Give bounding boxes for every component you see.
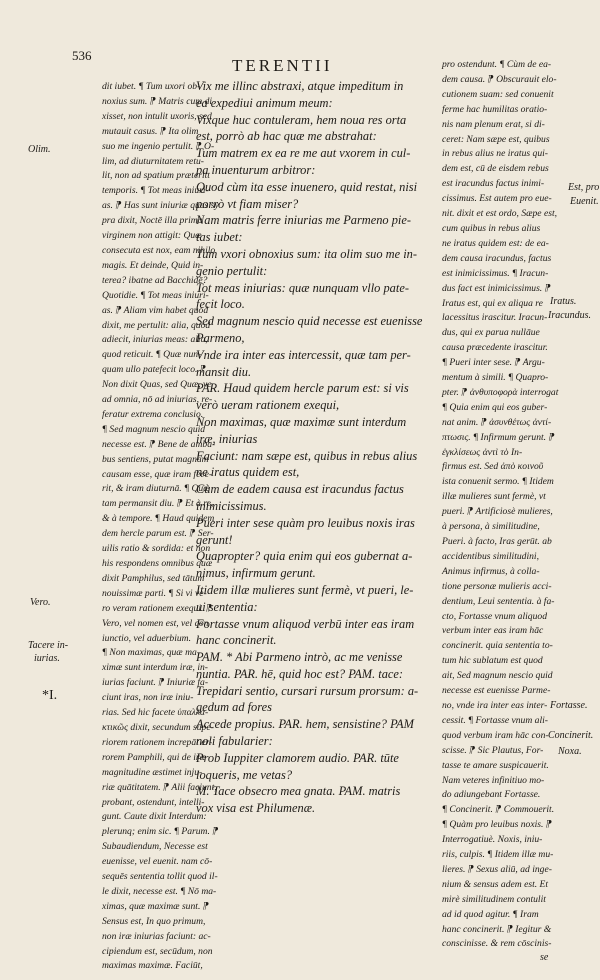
commentary-line: virginem non attigit: Quæ — [102, 230, 202, 242]
commentary-line: ait, Sed magnum nescio quid — [442, 670, 553, 682]
commentary-line: causam esse, quæ iram fece- — [102, 468, 213, 480]
commentary-line: ¶ Non maximas, quæ ma- — [102, 647, 201, 659]
commentary-line: pra dixit, Noctē illa prima — [102, 215, 203, 227]
main-text-column — [196, 78, 436, 817]
commentary-line: concinerit. quia sententia to- — [442, 640, 553, 652]
commentary-line: à persona, à similitudine, — [442, 521, 540, 533]
margin-note-iurias: iurias. — [34, 653, 60, 664]
verse-line: Sed magnum nescio quid necesse est euenisse — [196, 314, 423, 329]
commentary-line: Non dixit Quas, sed Quæ, ve — [102, 379, 212, 391]
verse-line: gedum ad fores — [196, 700, 272, 715]
verse-line: PAR. Haud quidem hercle parum est: si vis — [196, 381, 409, 396]
commentary-line: cutionem suam: sed conuenit — [442, 88, 554, 100]
commentary-line: magis. Et deinde, Quid in- — [102, 259, 204, 271]
commentary-line: bus sentiens, putat magnam — [102, 453, 209, 465]
verse-line: Nam matris ferre iniurias me Parmeno pie- — [196, 213, 411, 228]
commentary-line: no, vnde ira inter eas inter- — [442, 699, 548, 711]
commentary-line: sequēs sententia tollit quod il- — [102, 871, 218, 883]
commentary-line: dixit, me pertulit: alia, quod — [102, 319, 211, 331]
commentary-line: iunctio, vel aduerbium. — [102, 632, 191, 644]
commentary-line: xisset, non intulit uxoris, sed — [102, 110, 212, 122]
page-number: 536 — [72, 48, 92, 63]
verse-line: ne iratus quidem est, — [196, 465, 300, 480]
commentary-line: ἐγκλίσεως ἀντὶ τὸ In- — [442, 446, 523, 458]
verse-line: PAM. * Abi Parmeno intrò, ac me venisse — [196, 650, 403, 665]
commentary-line: suo me ingenio pertulit. ⁋ O- — [102, 140, 215, 152]
verse-line: Vixque huc contuleram, hem noua res orta — [196, 112, 407, 127]
commentary-line: dixit Pamphilus, sed tātum — [102, 572, 205, 584]
verse-line: genio pertulit: — [196, 263, 268, 278]
commentary-line: ximæ sunt interdum iræ, in- — [102, 662, 208, 674]
commentary-line: & à tempore. ¶ Haud quidem — [102, 513, 215, 525]
commentary-line: gunt. Caute dixit Interdum: — [102, 811, 207, 823]
commentary-line: πτωσις. ¶ Infirmum gerunt. ⁋ — [442, 431, 555, 443]
verse-line: loqueris, me vetas? — [196, 767, 293, 782]
commentary-line: ista conuenit sermo. ¶ Itidem — [442, 476, 554, 488]
commentary-line: Animus infirmus, à colla- — [442, 565, 540, 577]
commentary-line: nit. dixit et est ordo, Sæpe est, — [442, 208, 558, 220]
commentary-line: probant, ostendunt, intelli- — [102, 796, 205, 808]
commentary-line: ferme hac humilitas oratio- — [442, 103, 548, 115]
commentary-line: noxius sum. ⁋ Matris cum di — [102, 95, 213, 107]
commentary-line: cessit. ¶ Fortasse vnum ali- — [442, 714, 549, 726]
commentary-line: est iracundus factus inimi- — [442, 178, 545, 190]
commentary-line: quod reticuit. ¶ Quæ nun- — [102, 349, 202, 361]
verse-line: inimicissimus. — [196, 498, 267, 513]
commentary-line: dem causa. ⁋ Obscurauit elo- — [442, 73, 557, 85]
verse-line: Quod cùm ita esse inuenero, quid restat, nisi — [196, 179, 418, 194]
margin-note-est-pro: Est, pro — [568, 182, 600, 193]
commentary-line: accidentibus similitudini, — [442, 550, 539, 562]
commentary-line: feratur extrema conclusio. — [102, 408, 204, 420]
commentary-line: ¶ Pueri inter sese. ⁋ Argu- — [442, 357, 545, 369]
verse-line: mansit diu. — [196, 364, 252, 379]
verse-line: Pueri inter sese quàm pro leuibus noxis iras — [196, 515, 415, 530]
verse-line: Non maximas, quæ maximæ sunt interdum — [196, 414, 407, 429]
verse-line: noli fabularier: — [196, 734, 273, 749]
margin-note-tacere: Tacere in- — [28, 640, 69, 651]
commentary-line: ¶ Concinerit. ⁋ Commouerit. — [442, 804, 555, 816]
commentary-line: Sensus est, In quo primum, — [102, 915, 206, 927]
commentary-line: rorem Pamphili, qui de iræ — [102, 751, 207, 763]
commentary-line: lieres. ⁋ Sexus aliū, ad inge- — [442, 863, 552, 875]
verse-line: Vix me illinc abstraxi, atque impeditum in — [196, 79, 404, 93]
margin-note-iratus: Iratus. — [550, 296, 577, 307]
verse-line: hanc concinerit. — [196, 633, 277, 648]
commentary-line: ¶ Quàm pro leuibus noxis. ⁋ — [442, 819, 552, 831]
margin-note-fortasse: Fortasse. — [550, 700, 588, 711]
commentary-line: le dixit, necesse est. ¶ Nō ma- — [102, 885, 217, 897]
commentary-line: ¶ Sed magnum nescio quid — [102, 423, 206, 435]
commentary-line: his respondens omnibus quæ — [102, 558, 213, 569]
commentary-line: necesse est. ⁋ Bene de amba- — [102, 438, 216, 450]
commentary-line: maximas maximæ. Faciūt, — [102, 960, 203, 972]
verse-line: Accede propius. PAR. hem, sensistine? PAM — [196, 717, 414, 732]
commentary-line: tione personæ mulieris acci- — [442, 580, 552, 592]
commentary-line: Interrogatiuè. Noxis, iniu- — [442, 834, 543, 846]
commentary-line: ro veram rationem exequi. ⁋ — [102, 602, 212, 614]
margin-note-euenit: Euenit. — [570, 196, 599, 207]
commentary-line: dus, qui ex parua nullāue — [442, 327, 540, 339]
commentary-line: κτικῶς dixit, secundum supe- — [102, 721, 214, 733]
commentary-line: verbum inter eas iram hāc — [442, 625, 544, 637]
verse-line: verò ueram rationem exequi, — [196, 398, 340, 413]
commentary-line: terea? ibatne ad Bacchidē? — [102, 274, 208, 286]
verse-line: pa inuenturum arbitror: — [196, 162, 316, 177]
commentary-line: ad omnia, nō ad iniurias, re- — [102, 394, 213, 406]
verse-line: gerunt! — [196, 532, 233, 547]
commentary-line: dem hercle parum est. ⁋ Ser- — [102, 528, 214, 540]
verse-line: vox visa est Philumenæ. — [196, 801, 316, 816]
commentary-line: Subaudiendum, Necesse est — [102, 841, 208, 853]
verse-line: ea expediui animum meum: — [196, 95, 333, 110]
verse-line: Tot meas iniurias: quæ nunquam vllo pate- — [196, 280, 409, 295]
commentary-line: firmus est. Sed ἀπὸ κοινοῦ — [442, 461, 544, 473]
commentary-line: hanc concinerit. ⁋ Iegitur & — [442, 923, 552, 935]
commentary-line: riæ quātitatem. ⁋ Alii faciunt, — [102, 781, 217, 793]
verse-line: Tum matrem ex ea re me aut vxorem in cul- — [196, 146, 411, 161]
verse-line: ui sententia: — [196, 599, 258, 614]
commentary-line: dem causa iracundus, factus — [442, 252, 552, 264]
commentary-line: pro ostendunt. ¶ Cùm de ea- — [442, 59, 552, 70]
commentary-line: quod verbum iram hāc con- — [442, 729, 549, 741]
commentary-line: illæ mulieres sunt fermè, vt — [442, 491, 546, 503]
commentary-line: nis nam plenum erat, si di- — [442, 118, 545, 130]
verse-line: est, porrò ab hac quæ me abstrahat: — [196, 129, 377, 144]
commentary-line: Vero, vel nomen est, vel con — [102, 617, 209, 629]
commentary-line: dem est, cū de eisdem rebus — [442, 163, 549, 175]
commentary-line: tasse te amare suspicauerit. — [442, 759, 549, 771]
commentary-line: temporis. ¶ Tot meas iniuri- — [102, 185, 209, 197]
commentary-line: cum quibus in rebus alius — [442, 222, 541, 234]
verse-line: nuntia. PAR. hē, quid hoc est? PAM. tace: — [196, 666, 404, 681]
commentary-line: euenisse, vel euenit. nam cō- — [102, 856, 213, 868]
commentary-right-column — [442, 58, 570, 952]
commentary-line: necesse est euenisse Parme- — [442, 685, 551, 697]
verse-line: porrò vt fiam miser? — [196, 196, 299, 211]
margin-note-asterisk: *I. — [42, 688, 58, 703]
commentary-line: riorem rationem increpāt er- — [102, 736, 213, 748]
verse-line: Fortasse vnum aliquod verbū inter eas iram — [196, 616, 415, 631]
commentary-line: nouissimæ parti. ¶ Si vi ve- — [102, 587, 207, 599]
catchword: se — [540, 952, 549, 963]
commentary-line: as. ⁋ Has sunt iniuriæ quas sy — [102, 200, 219, 212]
commentary-line: rias. Sed hic facete ὑπαλλα- — [102, 707, 209, 719]
commentary-line: mutauit casus. ⁋ Ita olim — [102, 125, 199, 137]
commentary-line: plerunq; enim sic. ¶ Parum. ⁋ — [102, 826, 219, 838]
commentary-line: in rebus alius ne iratus qui- — [442, 148, 548, 160]
margin-note-noxa: Noxa. — [558, 746, 582, 757]
commentary-line: ¶ Quia enim qui eos guber- — [442, 401, 548, 413]
commentary-line: Nam veteres infinitiuo mo- — [442, 774, 545, 786]
commentary-line: Pueri. à facto, Iras gerūt. ab — [442, 536, 552, 547]
commentary-line: mentum à simili. ¶ Quapro- — [442, 372, 549, 384]
commentary-line: nat anim. ⁋ ἀσυνθέτως ἀντί- — [442, 416, 552, 428]
verse-line: Tum vxori obnoxius sum: ita olim suo me in- — [196, 246, 417, 261]
commentary-line: lit, non ad spatium præteritt — [102, 170, 210, 182]
commentary-line: dus fact est inimicissimus. ⁋ — [442, 282, 551, 294]
verse-line: Vnde ira inter eas intercessit, quæ tam per- — [196, 347, 411, 362]
verse-line: tas iubet: — [196, 230, 243, 245]
commentary-line: mirè similitudinem contulit — [442, 893, 546, 905]
commentary-line: causa præcedente irascitur. — [442, 342, 548, 354]
commentary-line: ximas, quæ maximæ sunt. ⁋ — [102, 900, 209, 912]
commentary-line: quam ullo patefecit loco. ⁋ — [102, 364, 206, 376]
commentary-line: do adiungebant Fortasse. — [442, 789, 541, 801]
commentary-line: Quotidie. ¶ Tot meas iniuri- — [102, 289, 209, 301]
commentary-line: consecuta est nox, eam nihilo — [102, 244, 216, 256]
commentary-line: iurias faciunt. ⁋ Iniuriæ fa- — [102, 677, 209, 689]
verse-line: Quapropter? quia enim qui eos gubernat a- — [196, 549, 413, 564]
commentary-line: dentium, Leui sententia. à fa- — [442, 595, 555, 607]
commentary-line: Iratus est, qui ex aliqua re — [442, 297, 543, 309]
commentary-line: ciunt iras, non iræ iniu- — [102, 692, 194, 704]
commentary-line: cissimus. Est autem pro eue- — [442, 193, 552, 205]
commentary-line: cipiendum est, secūdum, non — [102, 945, 213, 957]
commentary-line: ad id quod agitur. ¶ Iram — [442, 908, 539, 920]
commentary-line: non iræ iniurias faciunt: ac- — [102, 930, 211, 942]
verse-line: Parmeno, — [196, 330, 245, 345]
verse-line: Itidem illæ mulieres sunt fermè, vt pueri, le- — [196, 582, 414, 597]
commentary-line: ne iratus quidem est: de ea- — [442, 237, 549, 249]
margin-note-iracundus: Iracundus. — [548, 310, 592, 321]
verse-line: nimus, infirmum gerunt. — [196, 566, 316, 581]
margin-note-olim: Olim. — [28, 144, 51, 155]
verse-line: fecit loco. — [196, 297, 245, 312]
verse-line: M. Tace obsecro mea gnata. PAM. matris — [196, 784, 401, 799]
verse-line: iræ, iniurias — [196, 431, 258, 446]
verse-line: Trepidari sentio, cursari rursum prorsum: a- — [196, 683, 419, 698]
commentary-line: ceret: Nam sæpe est, quibus — [442, 133, 550, 145]
commentary-line: riis, culpis. ¶ Itidem illæ mu- — [442, 849, 554, 861]
commentary-line: pueri. ⁋ Artificiosè mulieres, — [442, 506, 553, 518]
commentary-line: est inimicissimus. ¶ Iracun- — [442, 267, 549, 279]
commentary-line: lacessitus irascitur. Iracun- — [442, 312, 548, 324]
commentary-line: tum hic sublatum est quod — [442, 655, 543, 667]
margin-note-concinerit: Concinerit. — [548, 730, 594, 741]
commentary-line: tam permansit diu. ⁋ Et à re, — [102, 498, 214, 510]
commentary-line: lim, ad diuturnitatem retu- — [102, 155, 204, 167]
commentary-line: uilis ratio & sordida: et non — [102, 543, 211, 555]
commentary-line: conscinisse. & rem cōscinis- — [442, 938, 552, 950]
commentary-line: nium & sensus adem est. Et — [442, 878, 549, 890]
verse-line: Prob Iuppiter clamorem audio. PAR. tūte — [196, 750, 399, 765]
commentary-line: pter. ⁋ ἀνθυποφορὰ interrogat — [442, 386, 559, 398]
commentary-line: dit iubet. ¶ Tum uxori ob- — [102, 81, 201, 92]
commentary-line: magnitudine æstimet inju- — [102, 766, 203, 778]
commentary-line: adiecit, iniurias meas: alia, — [102, 334, 208, 346]
commentary-line: scisse. ⁋ Sic Plautus, For- — [442, 744, 544, 756]
verse-line: Faciunt: nam sæpe est, quibus in rebus alius — [196, 448, 418, 463]
running-head: TERENTII — [232, 56, 333, 75]
verse-line: Cùm de eadem causa est iracundus factus — [196, 482, 404, 497]
commentary-line: rit, & iram diuturnā. ¶ Quæ — [102, 483, 210, 495]
commentary-line: as. ⁋ Aliam vim habet quod — [102, 304, 209, 316]
margin-note-vero: Vero. — [30, 597, 51, 608]
commentary-line: cto, Fortasse vnum aliquod — [442, 610, 547, 622]
